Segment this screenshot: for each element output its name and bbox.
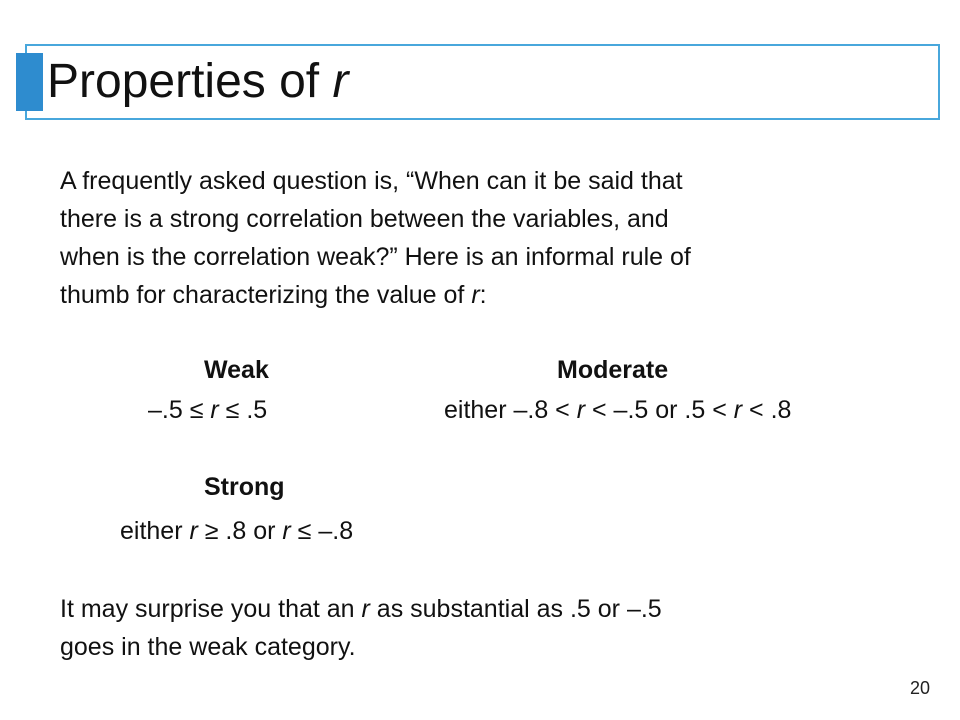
intro-line-1: A frequently asked question is, “When can it be said that — [60, 167, 683, 195]
strong-range-var-2: r — [282, 517, 291, 545]
closing-line-1 — [60, 590, 920, 628]
closing-line-1-var: r — [361, 595, 370, 623]
strong-range-a: either — [120, 517, 190, 545]
moderate-range-a: either –.8 < — [444, 396, 577, 424]
strong-range — [120, 516, 353, 546]
closing-line-1-suffix: as substantial as .5 or –.5 — [369, 595, 662, 623]
moderate-range — [444, 395, 791, 425]
intro-line-3: when is the correlation weak?” Here is an informal rule of — [60, 243, 691, 271]
closing-line-1-prefix: It may surprise you that an — [60, 595, 362, 623]
weak-range-var: r — [210, 396, 219, 424]
slide-title-variable: r — [332, 55, 349, 108]
moderate-range-var-2: r — [733, 396, 743, 424]
slide-title — [47, 52, 352, 112]
strong-range-var-1: r — [189, 517, 198, 545]
weak-heading: Weak — [204, 356, 269, 384]
slide-title-prefix: Properties of — [47, 55, 333, 108]
moderate-range-var-1: r — [576, 396, 586, 424]
weak-range-a: –.5 ≤ — [148, 396, 211, 424]
weak-range-b: ≤ .5 — [218, 396, 268, 424]
strong-range-c: ≤ –.8 — [290, 517, 354, 545]
moderate-range-b: < –.5 or .5 < — [585, 396, 734, 424]
intro-paragraph — [60, 162, 920, 314]
moderate-range-c: < .8 — [742, 396, 792, 424]
closing-paragraph — [60, 590, 920, 666]
title-accent-bar — [16, 53, 43, 111]
strong-range-b: ≥ .8 or — [197, 517, 283, 545]
strong-heading: Strong — [204, 473, 285, 501]
slide-number: 20 — [909, 678, 930, 698]
intro-line-4-prefix: thumb for characterizing the value of — [60, 281, 472, 309]
intro-line-4 — [60, 276, 920, 314]
moderate-heading: Moderate — [557, 356, 669, 384]
closing-line-2: goes in the weak category. — [60, 633, 356, 661]
intro-line-4-suffix: : — [479, 281, 487, 309]
intro-line-4-var: r — [471, 281, 480, 309]
intro-line-2: there is a strong correlation between the variables, and — [60, 205, 669, 233]
weak-range — [148, 395, 267, 425]
